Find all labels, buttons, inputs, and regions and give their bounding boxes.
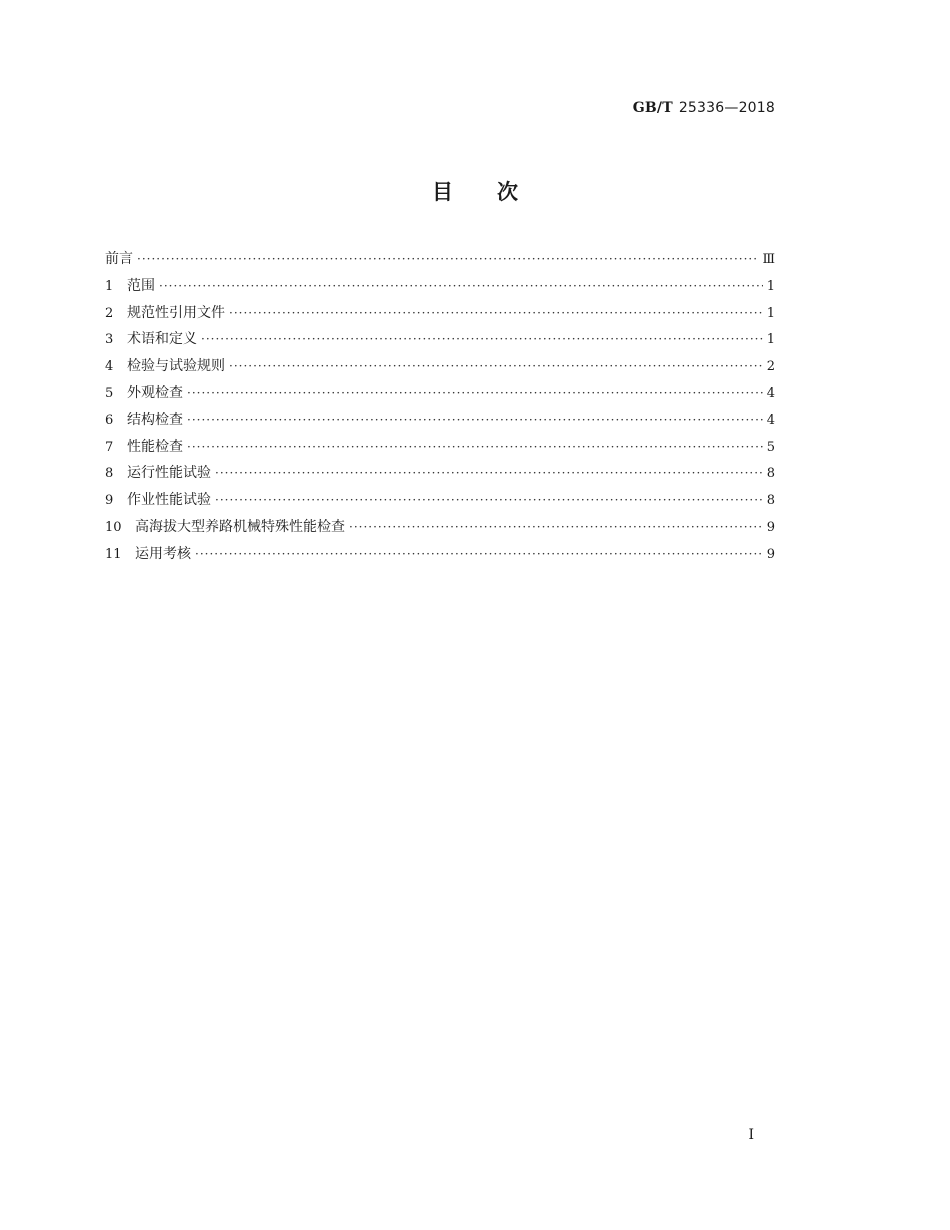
toc-entry-6[interactable]: [105, 407, 775, 434]
standard-code: [633, 100, 775, 116]
toc-leader-dots: [137, 246, 758, 273]
toc-entry-number: 5: [105, 385, 114, 401]
page-number: I: [748, 1127, 754, 1143]
toc-leader-dots: [229, 300, 763, 327]
toc-entry-page: 1: [766, 332, 775, 348]
toc-entry-page: 8: [766, 466, 775, 482]
toc-entry-1[interactable]: [105, 273, 775, 300]
toc-entry-number: 3: [105, 332, 114, 348]
toc-entry-label: 外观检查: [127, 384, 183, 401]
toc-entry-9[interactable]: [105, 487, 775, 514]
toc-entry-number: 8: [105, 466, 114, 482]
toc-entry-label: 高海拔大型养路机械特殊性能检查: [135, 518, 345, 535]
toc-entry-page: 2: [766, 359, 775, 375]
toc-leader-dots: [215, 487, 763, 514]
toc-entry-8[interactable]: [105, 460, 775, 487]
toc-entry-page: 9: [766, 519, 775, 535]
standard-code-prefix: GB/T: [632, 100, 673, 116]
toc-entry-page: 1: [766, 278, 775, 294]
toc-entry-number: 9: [105, 493, 114, 509]
table-of-contents: [105, 246, 775, 568]
toc-leader-dots: [215, 460, 763, 487]
toc-leader-dots: [187, 407, 763, 434]
toc-entry-10[interactable]: [105, 514, 775, 541]
toc-entry-page: 4: [766, 385, 775, 401]
toc-entry-11[interactable]: [105, 541, 775, 568]
toc-leader-dots: [349, 514, 763, 541]
toc-entry-label: 性能检查: [127, 438, 183, 455]
toc-entry-page: 1: [766, 305, 775, 321]
toc-entry-5[interactable]: [105, 380, 775, 407]
toc-title: 目次: [432, 180, 562, 204]
toc-entry-label: 检验与试验规则: [127, 358, 225, 375]
toc-leader-dots: [201, 326, 763, 353]
standard-code-number: 25336—2018: [678, 100, 775, 116]
toc-entry-2[interactable]: [105, 300, 775, 327]
toc-entry-number: 6: [105, 412, 114, 428]
toc-entry-number: 2: [105, 305, 114, 321]
toc-entry-page: 5: [766, 439, 775, 455]
toc-leader-dots: [159, 273, 763, 300]
toc-entry-7[interactable]: [105, 434, 775, 461]
toc-entry-page: Ⅲ: [762, 252, 775, 267]
toc-entry-label: 结构检查: [127, 411, 183, 428]
toc-entry-number: 10: [105, 519, 122, 535]
toc-entry-foreword[interactable]: [105, 246, 775, 273]
toc-entry-page: 4: [766, 412, 775, 428]
toc-entry-label: 运用考核: [135, 545, 191, 562]
toc-entry-label: 作业性能试验: [127, 492, 211, 509]
toc-entry-label: 范围: [127, 277, 155, 294]
toc-entry-4[interactable]: [105, 353, 775, 380]
toc-entry-number: 7: [105, 439, 114, 455]
toc-entry-number: 11: [105, 546, 122, 562]
toc-entry-page: 9: [766, 546, 775, 562]
toc-entry-number: 4: [105, 359, 114, 375]
toc-entry-3[interactable]: [105, 326, 775, 353]
toc-leader-dots: [187, 434, 763, 461]
toc-leader-dots: [229, 353, 763, 380]
toc-entry-label: 规范性引用文件: [127, 304, 225, 321]
toc-entry-label: 术语和定义: [127, 331, 197, 348]
toc-entry-label: 运行性能试验: [127, 465, 211, 482]
toc-leader-dots: [187, 380, 763, 407]
toc-entry-number: 1: [105, 278, 114, 294]
toc-entry-page: 8: [766, 493, 775, 509]
toc-leader-dots: [195, 541, 763, 568]
toc-entry-label: 前言: [105, 251, 133, 267]
